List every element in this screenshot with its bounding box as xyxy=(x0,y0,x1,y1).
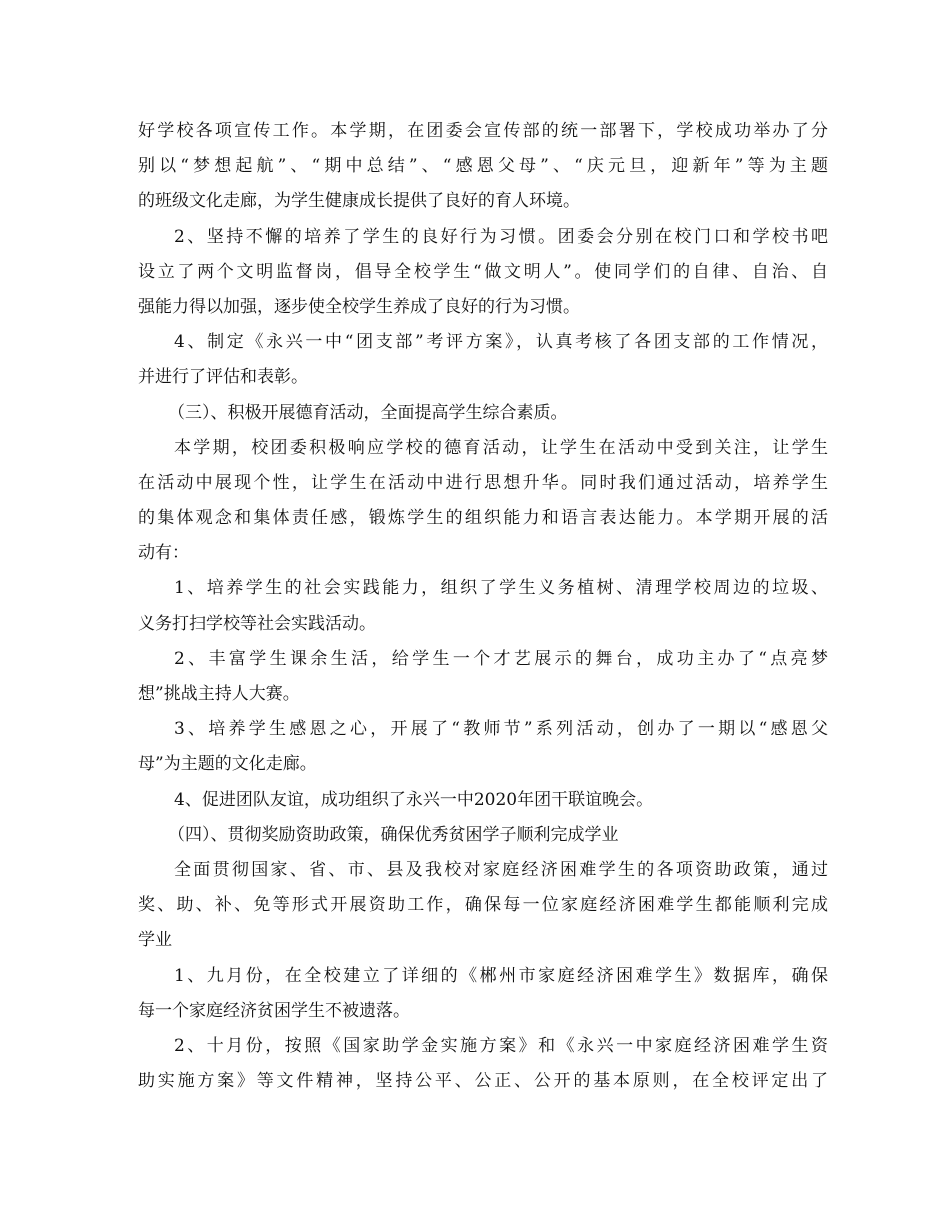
text-line: 的集体观念和集体责任感，锻炼学生的组织能力和语言表达能力。本学期开展的活 xyxy=(138,508,828,529)
text-line: 义务打扫学校等社会实践活动。 xyxy=(138,613,376,634)
text-line: 强能力得以加强，逐步使全校学生养成了良好的行为习惯。 xyxy=(138,296,580,317)
section-heading: （三）、积极开展德育活动，全面提高学生综合素质。 xyxy=(168,402,568,423)
text-line: 2、十月份，按照《国家助学金实施方案》和《永兴一中家庭经济困难学生资 xyxy=(174,1035,828,1056)
text-line: 1、九月份，在全校建立了详细的《郴州市家庭经济困难学生》数据库，确保 xyxy=(174,965,828,986)
text-line: 全面贯彻国家、省、市、县及我校对家庭经济困难学生的各项资助政策，通过 xyxy=(174,859,828,880)
text-line: 别以“梦想起航”、“期中总结”、“感恩父母”、“庆元旦，迎新年”等为主题 xyxy=(138,156,828,177)
text-line: 并进行了评估和表彰。 xyxy=(138,367,308,388)
text-line: 母”为主题的文化走廊。 xyxy=(138,754,317,775)
text-line: 设立了两个文明监督岗，倡导全校学生“做文明人”。使同学们的自律、自治、自 xyxy=(138,261,828,282)
text-line: 想”挑战主持人大赛。 xyxy=(138,684,300,704)
text-line: 好学校各项宣传工作。本学期，在团委会宣传部的统一部署下，学校成功举办了分 xyxy=(138,121,828,141)
text-line: 1、培养学生的社会实践能力，组织了学生义务植树、清理学校周边的垃圾、 xyxy=(174,578,828,599)
text-line: 4、制定《永兴一中“团支部”考评方案》，认真考核了各团支部的工作情况， xyxy=(174,332,828,353)
text-line: 助实施方案》等文件精神，坚持公平、公正、公开的基本原则，在全校评定出了 xyxy=(138,1071,828,1092)
text-line: 本学期，校团委积极响应学校的德育活动，让学生在活动中受到关注，让学生 xyxy=(174,437,828,458)
text-line: 的班级文化走廊，为学生健康成长提供了良好的育人环境。 xyxy=(138,191,580,212)
text-line: 动有： xyxy=(138,543,189,564)
document-body xyxy=(138,114,828,1099)
text-line: 奖、助、补、免等形式开展资助工作，确保每一位家庭经济困难学生都能顺利完成 xyxy=(138,895,828,916)
text-line: 2、丰富学生课余生活，给学生一个才艺展示的舞台，成功主办了“点亮梦 xyxy=(174,648,828,669)
text-line: 2、坚持不懈的培养了学生的良好行为习惯。团委会分别在校门口和学校书吧 xyxy=(174,226,828,247)
section-heading: （四）、贯彻奖励资助政策，确保优秀贫困学子顺利完成学业 xyxy=(168,824,619,845)
text-line: 4、促进团队友谊，成功组织了永兴一中2020年团干联谊晚会。 xyxy=(174,789,654,810)
text-line: 每一个家庭经济贫困学生不被遗落。 xyxy=(138,1000,410,1021)
text-line: 3、培养学生感恩之心，开展了“教师节”系列活动，创办了一期以“感恩父 xyxy=(174,719,828,740)
text-line: 学业 xyxy=(138,930,172,951)
text-line: 在活动中展现个性，让学生在活动中进行思想升华。同时我们通过活动，培养学生 xyxy=(138,472,828,493)
